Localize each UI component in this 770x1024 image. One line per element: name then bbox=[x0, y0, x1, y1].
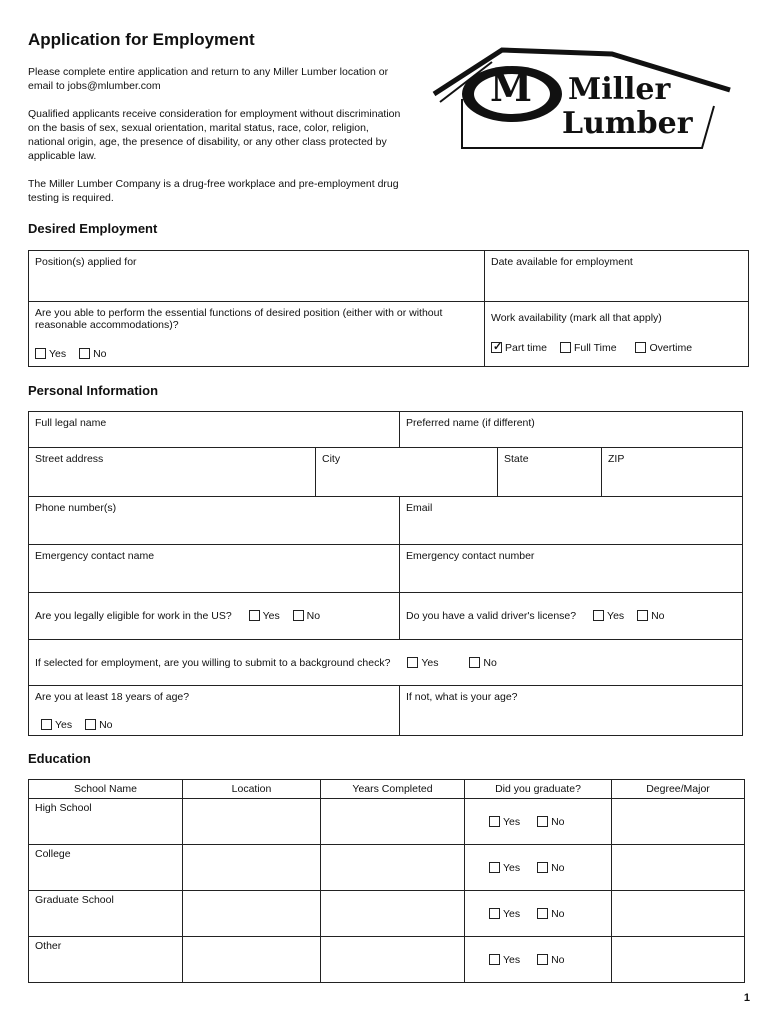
phone-field[interactable] bbox=[29, 497, 400, 545]
full-name-field[interactable] bbox=[29, 412, 400, 448]
date-available-field[interactable] bbox=[485, 251, 749, 302]
date-available-label: Date available for employment bbox=[491, 256, 633, 268]
graduated-yes-checkbox[interactable] bbox=[489, 954, 500, 965]
graduated-yes-label: Yes bbox=[503, 815, 521, 828]
school-name-other: Other bbox=[29, 937, 183, 983]
years-completed-cell[interactable] bbox=[321, 799, 465, 845]
graduated-no-checkbox[interactable] bbox=[537, 862, 548, 873]
age-question: Are you at least 18 years of age? bbox=[35, 691, 190, 703]
graduated-yes-checkbox[interactable] bbox=[489, 908, 500, 919]
part-time-checkbox[interactable] bbox=[491, 342, 502, 353]
section-heading-personal-information: Personal Information bbox=[28, 383, 159, 398]
full-time-checkbox[interactable] bbox=[560, 342, 571, 353]
years-completed-cell[interactable] bbox=[321, 891, 465, 937]
personal-information-table bbox=[28, 411, 743, 736]
eligible-yes-checkbox[interactable] bbox=[249, 610, 260, 621]
background-yes-label: Yes bbox=[421, 656, 439, 669]
preferred-name-field[interactable] bbox=[400, 412, 743, 448]
license-yes-label: Yes bbox=[607, 610, 625, 622]
education-column-header: School Name bbox=[29, 780, 183, 799]
logo-word-miller: Miller bbox=[568, 72, 671, 107]
preferred-name-label: Preferred name (if different) bbox=[406, 417, 535, 429]
table-row bbox=[29, 937, 745, 983]
street-address-label: Street address bbox=[35, 453, 104, 465]
logo-word-lumber: Lumber bbox=[562, 106, 693, 141]
emergency-contact-name-field[interactable] bbox=[29, 545, 400, 593]
eligible-no-label: No bbox=[306, 610, 321, 622]
school-name-college: College bbox=[29, 845, 183, 891]
graduated-yes-label: Yes bbox=[503, 907, 521, 920]
emergency-contact-name-label: Emergency contact name bbox=[35, 550, 155, 562]
intro-instructions: Please complete entire application and return to any Miller Lumber location or email to jobs@mlumber.com bbox=[28, 66, 389, 92]
full-name-label: Full legal name bbox=[35, 417, 107, 429]
functions-no-label: No bbox=[93, 348, 107, 360]
zip-label: ZIP bbox=[608, 453, 625, 465]
overtime-label: Overtime bbox=[649, 342, 693, 354]
work-eligibility-question: Are you legally eligible for work in the US? bbox=[35, 610, 232, 622]
city-field[interactable] bbox=[316, 448, 498, 497]
eligible-no-checkbox[interactable] bbox=[293, 610, 304, 621]
page-title: Application for Employment bbox=[28, 30, 255, 49]
page-number: 1 bbox=[743, 992, 750, 1004]
part-time-label: Part time bbox=[505, 342, 548, 354]
license-yes-checkbox[interactable] bbox=[593, 610, 604, 621]
education-column-header: Degree/Major bbox=[612, 780, 745, 799]
background-yes-checkbox[interactable] bbox=[407, 657, 418, 668]
section-heading-desired-employment: Desired Employment bbox=[28, 221, 158, 236]
years-completed-cell[interactable] bbox=[321, 845, 465, 891]
age-yes-label: Yes bbox=[55, 719, 73, 731]
education-column-header: Years Completed bbox=[321, 780, 465, 799]
eligible-yes-label: Yes bbox=[262, 610, 280, 622]
location-cell[interactable] bbox=[183, 845, 321, 891]
state-field[interactable] bbox=[498, 448, 602, 497]
school-name-high-school: High School bbox=[29, 799, 183, 845]
background-check-question: If selected for employment, are you willing to submit to a background check? bbox=[35, 656, 391, 669]
intro-drug-free: The Miller Lumber Company is a drug-free workplace and pre-employment drug testing is required. bbox=[28, 178, 399, 204]
location-cell[interactable] bbox=[183, 891, 321, 937]
functions-yes-checkbox[interactable] bbox=[35, 348, 46, 359]
background-no-checkbox[interactable] bbox=[469, 657, 480, 668]
age-no-checkbox[interactable] bbox=[85, 719, 96, 730]
location-cell[interactable] bbox=[183, 937, 321, 983]
state-label: State bbox=[504, 453, 529, 465]
email-label: Email bbox=[406, 502, 433, 514]
age-if-not-label: If not, what is your age? bbox=[406, 691, 518, 703]
table-row bbox=[29, 891, 745, 937]
graduated-no-label: No bbox=[551, 953, 565, 966]
email-field[interactable] bbox=[400, 497, 743, 545]
graduated-no-label: No bbox=[551, 815, 565, 828]
location-cell[interactable] bbox=[183, 799, 321, 845]
graduated-no-checkbox[interactable] bbox=[537, 816, 548, 827]
emergency-contact-number-field[interactable] bbox=[400, 545, 743, 593]
intro-eeo-statement: Qualified applicants receive consideration for employment without discrimination on the basis of sex, sexual orientation, marital status, race, color, religion, national origin, age, the presence of disability, or any other class protected by applicable law. bbox=[28, 108, 401, 162]
desired-employment-table bbox=[28, 250, 749, 367]
graduated-no-label: No bbox=[551, 861, 565, 874]
table-row bbox=[29, 845, 745, 891]
graduated-yes-label: Yes bbox=[503, 953, 521, 966]
age-if-not-field[interactable] bbox=[400, 686, 743, 736]
position-label: Position(s) applied for bbox=[35, 256, 137, 268]
age-yes-checkbox[interactable] bbox=[41, 719, 52, 730]
position-field[interactable] bbox=[29, 251, 485, 302]
age-no-label: No bbox=[99, 719, 113, 731]
degree-major-cell[interactable] bbox=[612, 845, 745, 891]
graduated-yes-checkbox[interactable] bbox=[489, 862, 500, 873]
license-no-label: No bbox=[651, 610, 665, 622]
degree-major-cell[interactable] bbox=[612, 937, 745, 983]
street-address-field[interactable] bbox=[29, 448, 316, 497]
education-column-header: Location bbox=[183, 780, 321, 799]
graduated-no-checkbox[interactable] bbox=[537, 908, 548, 919]
years-completed-cell[interactable] bbox=[321, 937, 465, 983]
graduated-yes-checkbox[interactable] bbox=[489, 816, 500, 827]
essential-functions-question: Are you able to perform the essential functions of desired position (either with or without reasonable accommodations)? bbox=[35, 307, 443, 331]
graduated-no-label: No bbox=[551, 907, 565, 920]
graduated-no-checkbox[interactable] bbox=[537, 954, 548, 965]
full-time-label: Full Time bbox=[573, 342, 617, 354]
functions-no-checkbox[interactable] bbox=[79, 348, 90, 359]
section-heading-education: Education bbox=[28, 751, 91, 766]
table-row bbox=[29, 799, 745, 845]
degree-major-cell[interactable] bbox=[612, 891, 745, 937]
functions-yes-label: Yes bbox=[49, 348, 67, 360]
background-no-label: No bbox=[483, 656, 497, 669]
work-availability-label: Work availability (mark all that apply) bbox=[491, 312, 662, 324]
emergency-contact-number-label: Emergency contact number bbox=[406, 550, 535, 562]
drivers-license-question: Do you have a valid driver's license? bbox=[406, 610, 577, 622]
miller-lumber-logo bbox=[432, 44, 732, 156]
logo-monogram: M bbox=[490, 65, 533, 110]
education-table bbox=[28, 779, 745, 983]
education-column-header: Did you graduate? bbox=[465, 780, 612, 799]
city-label: City bbox=[322, 453, 341, 465]
degree-major-cell[interactable] bbox=[612, 799, 745, 845]
license-no-checkbox[interactable] bbox=[637, 610, 648, 621]
graduated-yes-label: Yes bbox=[503, 861, 521, 874]
overtime-checkbox[interactable] bbox=[635, 342, 646, 353]
school-name-graduate-school: Graduate School bbox=[29, 891, 183, 937]
phone-label: Phone number(s) bbox=[35, 502, 117, 514]
zip-field[interactable] bbox=[602, 448, 743, 497]
